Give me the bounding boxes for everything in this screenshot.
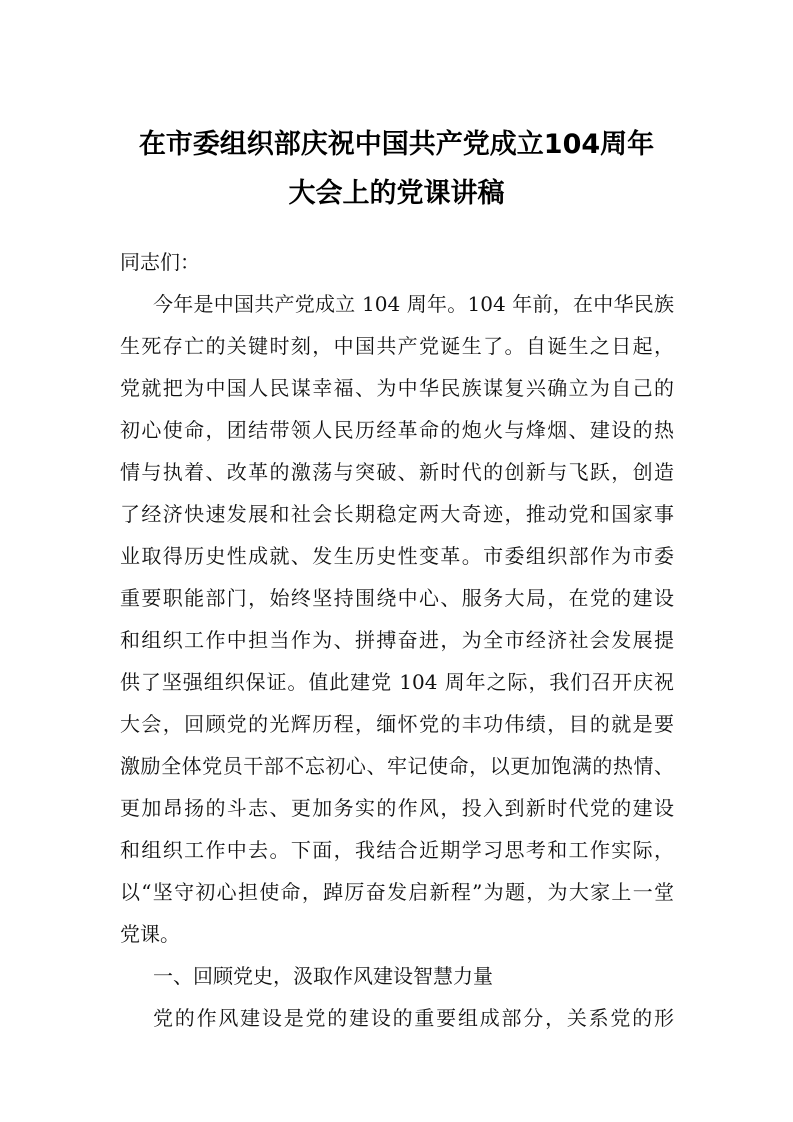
paragraph-line: 党就把为中国人民谋幸福、为中华民族谋复兴确立为自己的 (120, 376, 674, 400)
paragraph-line: 以“坚守初心担使命，踔厉奋发启新程”为题，为大家上一堂 (120, 880, 674, 904)
paragraph-line: 初心使命，团结带领人民历经革命的炮火与烽烟、建设的热 (120, 418, 674, 442)
section-paragraph-line: 党的作风建设是党的建设的重要组成部分，关系党的形 (153, 1006, 674, 1030)
document-title-line-2: 大会上的党课讲稿 (288, 178, 505, 209)
paragraph-line: 激励全体党员干部不忘初心、牢记使命，以更加饱满的热情、 (120, 754, 674, 778)
paragraph-line: 了经济快速发展和社会长期稳定两大奇迹，推动党和国家事 (120, 502, 674, 526)
paragraph-line: 业取得历史性成就、发生历史性变革。市委组织部作为市委 (120, 544, 674, 568)
paragraph-line: 和组织工作中担当作为、拼搏奋进，为全市经济社会发展提 (120, 628, 674, 652)
section-heading: 一、回顾党史，汲取作风建设智慧力量 (153, 964, 493, 988)
paragraph-line-last: 党课。 (120, 922, 180, 946)
paragraph-line: 今年是中国共产党成立 104 周年。104 年前，在中华民族 (153, 292, 674, 316)
document-title-line-1: 在市委组织部庆祝中国共产党成立104周年 (138, 129, 655, 160)
salutation: 同志们： (120, 250, 200, 274)
paragraph-line: 更加昂扬的斗志、更加务实的作风，投入到新时代党的建设 (120, 796, 674, 820)
paragraph-line: 生死存亡的关键时刻，中国共产党诞生了。自诞生之日起， (120, 334, 674, 358)
paragraph-line: 和组织工作中去。下面，我结合近期学习思考和工作实际， (120, 838, 674, 862)
paragraph-line: 重要职能部门，始终坚持围绕中心、服务大局，在党的建设 (120, 586, 674, 610)
paragraph-line: 大会，回顾党的光辉历程，缅怀党的丰功伟绩，目的就是要 (120, 712, 674, 736)
paragraph-line: 供了坚强组织保证。值此建党 104 周年之际，我们召开庆祝 (120, 670, 674, 694)
paragraph-line: 情与执着、改革的激荡与突破、新时代的创新与飞跃，创造 (120, 460, 674, 484)
